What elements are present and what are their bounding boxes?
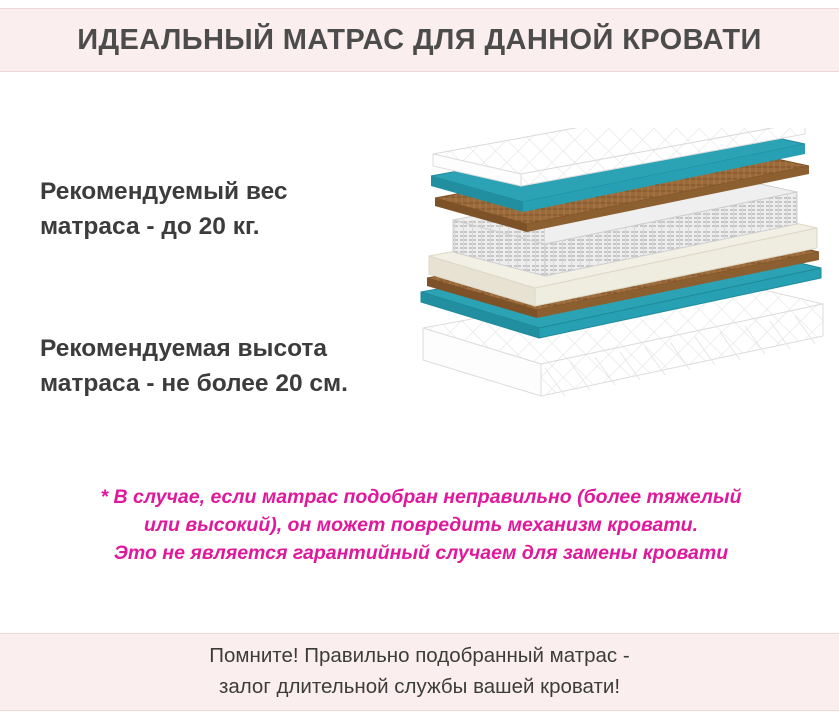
mattress-layers-diagram xyxy=(405,128,825,418)
spec-recommended-height xyxy=(40,332,430,402)
warning-line-3: Это не является гарантийный случаем для замены кровати xyxy=(113,542,729,565)
spec-weight-line1: Рекомендуемый вес xyxy=(40,178,288,205)
footer-line-2: залог длительной службы вашей кровати! xyxy=(218,675,621,698)
warning-line-1: * В случае, если матрас подобран неправильно (более тяжелый xyxy=(100,486,742,508)
warning-line-2: или высокий), он может повредить механизм кровати. xyxy=(143,514,699,537)
footer-line-1: Помните! Правильно подобранный матрас - xyxy=(209,644,630,668)
spec-recommended-weight xyxy=(40,175,430,245)
spec-height-line1: Рекомендуемая высота xyxy=(40,335,328,362)
footer-banner xyxy=(0,633,839,711)
spec-weight-line2: матраса - до 20 кг. xyxy=(40,212,260,240)
warning-text xyxy=(28,483,814,567)
header-banner xyxy=(0,8,839,72)
page-title: ИДЕАЛЬНЫЙ МАТРАС ДЛЯ ДАННОЙ КРОВАТИ xyxy=(77,23,762,56)
spec-height-line2: матраса - не более 20 см. xyxy=(40,369,348,397)
